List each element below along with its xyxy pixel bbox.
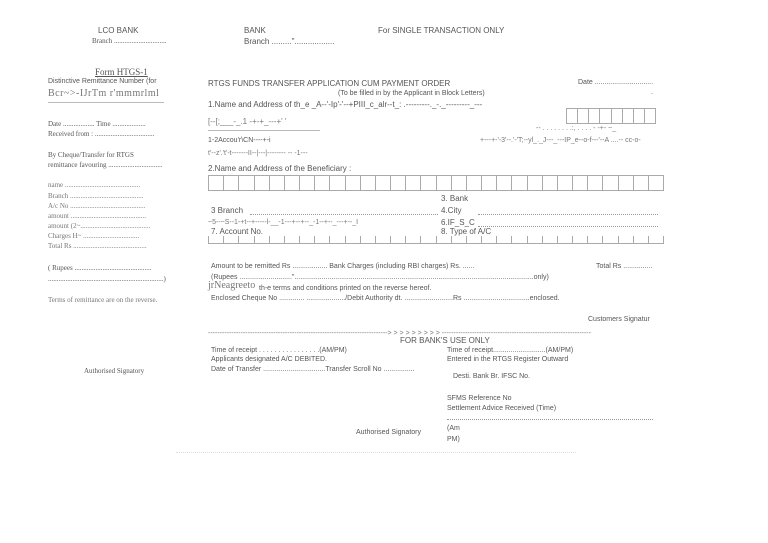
form-title: Form HTGS-1 [95, 67, 148, 77]
remittance-number-scribble: Bcr~>-IJrTm r'mmmrlml [48, 88, 160, 99]
rupees-field[interactable]: ( Rupees ............................................ [48, 264, 152, 272]
branch-field-label: 3 Branch [211, 206, 244, 215]
scribble-row: ~5--~S--1-+t--+-----l-__-1---+--+--_-1--+--_---+--_I [208, 219, 359, 226]
ifsc-field-label: 6.IF_S_C [441, 218, 475, 227]
bank-use-dash-line: -----------------------------------------------------------------------------> > > > > > > > > ---------------------------------------------------------------- [208, 330, 591, 337]
account-number-label: 7. Account No. [211, 227, 264, 236]
amount-remitted-field[interactable]: Amount to be remitted Rs .................. Bank Charges (including RBI charges) Rs. ...... [211, 263, 475, 270]
enclosed-cheque-field[interactable]: Enclosed Cheque No ............. ..................../Debit Authority dt. .........................Rs ..................................enclosed. [211, 295, 560, 302]
single-transaction-label: For SINGLE TRANSACTION ONLY [378, 26, 505, 35]
agree-terms-text: th-e terms and conditions printed on the reverse hereof. [259, 285, 432, 292]
total-field[interactable]: Total Rs .......................................... [48, 242, 147, 250]
ifsc-input-line[interactable] [478, 226, 658, 227]
time-of-receipt-left[interactable]: Time of receipt . . . . . . . . . . . . . . . .(AM/PM) [211, 347, 347, 354]
applicant-label: 1.Name and Address of th_e _A--'-Ip'-'--+PIII_c_alr--t_: .---------._-._---------_--- [208, 100, 483, 109]
sfms-reference-label: SFMS Reference No [447, 395, 512, 402]
date-of-transfer-field[interactable]: Date of Transfer ................................Transfer Scroll No ................ [211, 366, 415, 373]
settlement-input-line[interactable] [447, 419, 653, 420]
counterfoil-authorised-signatory: Authorised Signatory [84, 367, 145, 375]
time-of-receipt-right[interactable]: Time of receipt...........................(AM/PM) [447, 347, 574, 354]
beneficiary-label: 2.Name and Address of the Beneficiary : [208, 164, 352, 173]
applicants-ac-debited: Applicants designated A/C DEBITED. [211, 356, 327, 363]
applicant-box-row[interactable] [566, 108, 656, 124]
date-time-field[interactable]: Date .................. Time ................... [48, 120, 146, 128]
divider [48, 102, 164, 103]
lco-bank-label: LCO BANK [98, 26, 139, 35]
bank-use-heading: FOR BANK'S USE ONLY [400, 336, 490, 345]
applicant-account-label: 1-2Accou'r\CN----+-i [208, 137, 271, 144]
date-dots: . [651, 89, 653, 96]
applicant-scribble: [--[;___-_.1 -+-+_---+' ' [208, 117, 287, 126]
settlement-advice-label: Settlement Advice Received (Time) [447, 405, 557, 412]
date-field[interactable]: Date .............................. [578, 79, 654, 86]
name-field[interactable]: name ........................................... [48, 181, 141, 189]
rupees-field-close: ..................................................................) [48, 275, 166, 283]
form-main-title: RTGS FUNDS TRANSFER APPLICATION CUM PAYMENT ORDER [208, 79, 451, 88]
lco-branch-field[interactable]: Branch .............................. [92, 37, 167, 45]
applicant-dots: -- . . . . . . . .:, . . . . - -+- ~_ [536, 125, 617, 132]
charges-field[interactable]: Charges H~ ................................ [48, 232, 140, 240]
branch-field[interactable]: Branch .......................................... [48, 192, 144, 200]
beneficiary-box-row[interactable] [208, 175, 664, 191]
account-number-box-row[interactable] [208, 236, 664, 244]
destination-ifsc-label: Desti. Bank Br. IFSC No. [453, 373, 531, 380]
branch-input-line[interactable] [250, 214, 438, 215]
bank-authorised-signatory: Authorised Signatory [356, 429, 421, 436]
amount-field[interactable]: amount ........................................... [48, 212, 146, 220]
remittance-number-label: Distinctive Remittance Number (for [48, 78, 157, 85]
received-from-field[interactable]: Received from : .................................. [48, 130, 155, 138]
remittance-favouring-field[interactable]: remittance favouring ............................... [48, 161, 163, 169]
am-label: (Am [447, 425, 460, 432]
applicant-scribble-2: +---+-'-3'--.'-'T;--yl_._J---_---IP_e--o-f---'--A ....-- cc-o- [480, 137, 641, 144]
account-number-field[interactable]: A/c No ........................................... [48, 202, 146, 210]
by-cheque-label: By Cheque/Transfer for RTGS [48, 151, 134, 159]
footer-line [176, 452, 576, 453]
bank-label: BANK [244, 26, 266, 35]
customer-signature-label: Customers Signatur [588, 316, 650, 323]
city-input-line[interactable] [478, 214, 658, 215]
rupees-words-field[interactable]: (Rupees ..........................."...........................................................................................................................only) [211, 274, 549, 281]
bank-field-label: 3. Bank [441, 194, 469, 203]
rtgs-register-entry: Entered in the RTGS Register Outward [447, 356, 569, 363]
divider [208, 130, 320, 131]
form-subtitle: (To be filled in by the Applicant in Block Letters) [338, 90, 485, 97]
city-field-label: 4.City [441, 206, 462, 215]
total-amount-field[interactable]: Total Rs ............... [596, 263, 653, 270]
agree-scribble: jrNeagreeto [208, 280, 256, 291]
terms-note: Terms of remittance are on the reverse. [48, 296, 158, 304]
account-type-label: 8. Type of A/C [441, 227, 492, 236]
amount-field-2[interactable]: amount (2~........................................ [48, 222, 151, 230]
bank-branch-field[interactable]: Branch .........".................. [244, 37, 335, 46]
pm-label: PM) [447, 436, 460, 443]
applicant-scribble-3: t'--z'.'t'-t-------II--|---|-------- -- -1--- [208, 150, 308, 157]
